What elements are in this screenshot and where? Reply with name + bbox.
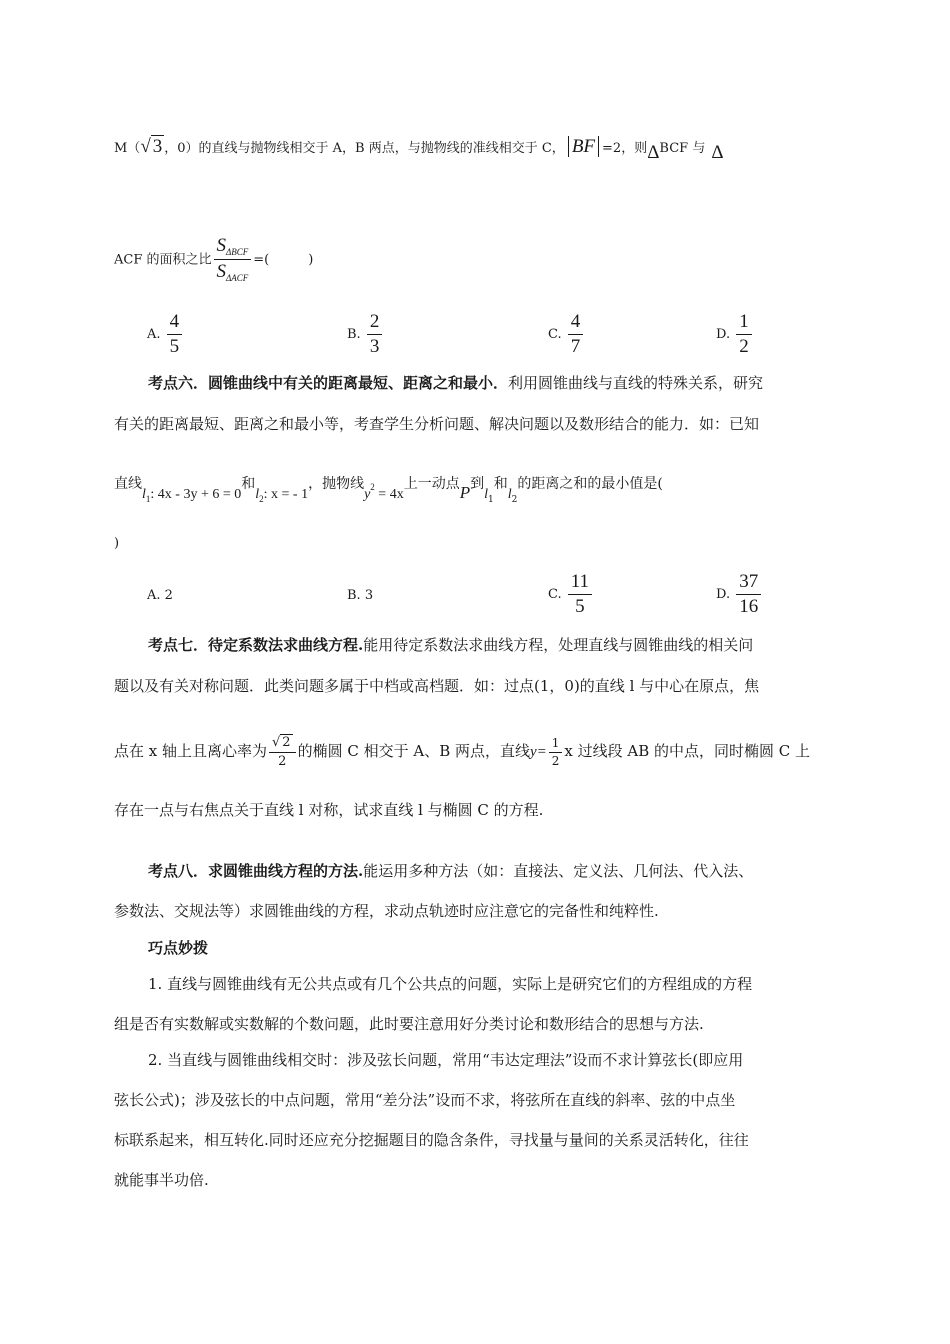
k7-line-4: 存在一点与右焦点关于直线 l 对称，试求直线 l 与椭圆 C 的方程. xyxy=(114,801,544,819)
abs-bf: BF xyxy=(568,136,599,157)
k6-line-3: 直线$l_1$: 4x - 3y + 6 = 0和$l_2$: x = - 1，抛物线$y^2 = 4x$上一动点P到$l_1$和$l_2$的距离之和的最小值是( xyxy=(114,476,663,505)
delta-symbol: Δ xyxy=(711,142,724,163)
text-segment: ，0）的直线与抛物线相交于 A，B 两点，与抛物线的准线相交于 C， xyxy=(164,141,565,156)
option-d: D. $\frac{37}{16}$ xyxy=(716,572,763,617)
option-a: A. $\frac{4}{5}$ xyxy=(147,312,184,357)
k7-line-1: 考点七．待定系数法求曲线方程.能用待定系数法求曲线方程，处理直线与圆锥曲线的相关问 xyxy=(148,636,754,654)
problem-line-2 xyxy=(114,236,313,284)
tip-2-line-3: 标联系起来，相互转化.同时还应充分挖掘题目的隐含条件，寻找量与量间的关系灵活转化，往往 xyxy=(114,1131,749,1149)
tips-heading: 巧点妙拨 xyxy=(148,939,209,957)
area-ratio-fraction: $\frac{S_{\Delta BCF}}{S_{\Delta ACF}}$ xyxy=(214,236,252,284)
k6-line-1: 考点六．圆锥曲线中有关的距离最短、距离之和最小．利用圆锥曲线与直线的特殊关系，研究 xyxy=(148,374,764,392)
option-c: C. $\frac{11}{5}$ xyxy=(548,572,594,617)
k8-line-1: 考点八．求圆锥曲线方程的方法.能运用多种方法（如：直接法、定义法、几何法、代入法、 xyxy=(148,862,754,880)
option-c: C. $\frac{4}{7}$ xyxy=(548,312,585,357)
text-segment: =( ) xyxy=(253,252,314,268)
text-segment: ACF 的面积之比 xyxy=(114,252,212,268)
k6-line-4: ) xyxy=(114,536,120,551)
k7-line-2: 题以及有关对称问题．此类问题多属于中档或高档题．如：过点(1，0)的直线 l 与中心在原点，焦 xyxy=(114,677,760,695)
slope-fraction: $\frac{1}{2}$ xyxy=(549,737,563,767)
eccentricity-fraction: $\frac{√ 2}{2}$ xyxy=(269,736,296,768)
k8-line-2: 参数法、交规法等）求圆锥曲线的方程，求动点轨迹时应注意它的完备性和纯粹性. xyxy=(114,902,659,920)
option-d: D. $\frac{1}{2}$ xyxy=(716,312,754,357)
tip-1-line-1: 1. 直线与圆锥曲线有无公共点或有几个公共点的问题，实际上是研究它们的方程组成的方程 xyxy=(148,975,753,993)
option-b: B. 3 xyxy=(347,588,374,603)
tip-1-line-2: 组是否有实数解或实数解的个数问题，此时要注意用好分类讨论和数形结合的思想与方法. xyxy=(114,1015,704,1033)
text-segment: =2，则 xyxy=(602,141,648,156)
option-a: A. 2 xyxy=(147,588,173,603)
tip-2-line-2: 弦长公式)；涉及弦长的中点问题，常用“差分法”设而不求，将弦所在直线的斜率、弦的中点坐 xyxy=(114,1091,736,1109)
k6-line-2: 有关的距离最短、距离之和最小等，考查学生分析问题、解决问题以及数形结合的能力．如：已知 xyxy=(114,415,760,433)
tip-2-line-1: 2. 当直线与圆锥曲线相交时：涉及弦长问题，常用“韦达定理法”设而不求计算弦长(即应用 xyxy=(148,1051,744,1069)
text-segment: M（ xyxy=(114,141,141,156)
option-b: B. $\frac{2}{3}$ xyxy=(347,312,384,357)
section-heading: 考点七．待定系数法求曲线方程. xyxy=(148,636,364,654)
section-heading: 考点八．求圆锥曲线方程的方法. xyxy=(148,862,364,880)
sqrt-3: √ 3 xyxy=(140,136,163,157)
k7-line-3: 点在 x 轴上且离心率为 $\frac{√ 2}{2}$ 的椭圆 C 相交于 A、B 两点，直线y= $\frac{1}{2}$ x 过线段 AB 的中点，同时椭圆 C 上 xyxy=(114,735,811,769)
text-segment: BCF 与 xyxy=(659,141,706,156)
problem-line-1 xyxy=(114,136,724,163)
section-heading: 考点六．圆锥曲线中有关的距离最短、距离之和最小． xyxy=(148,374,509,392)
tip-2-line-4: 就能事半功倍. xyxy=(114,1171,209,1189)
delta-symbol: Δ xyxy=(647,142,660,163)
